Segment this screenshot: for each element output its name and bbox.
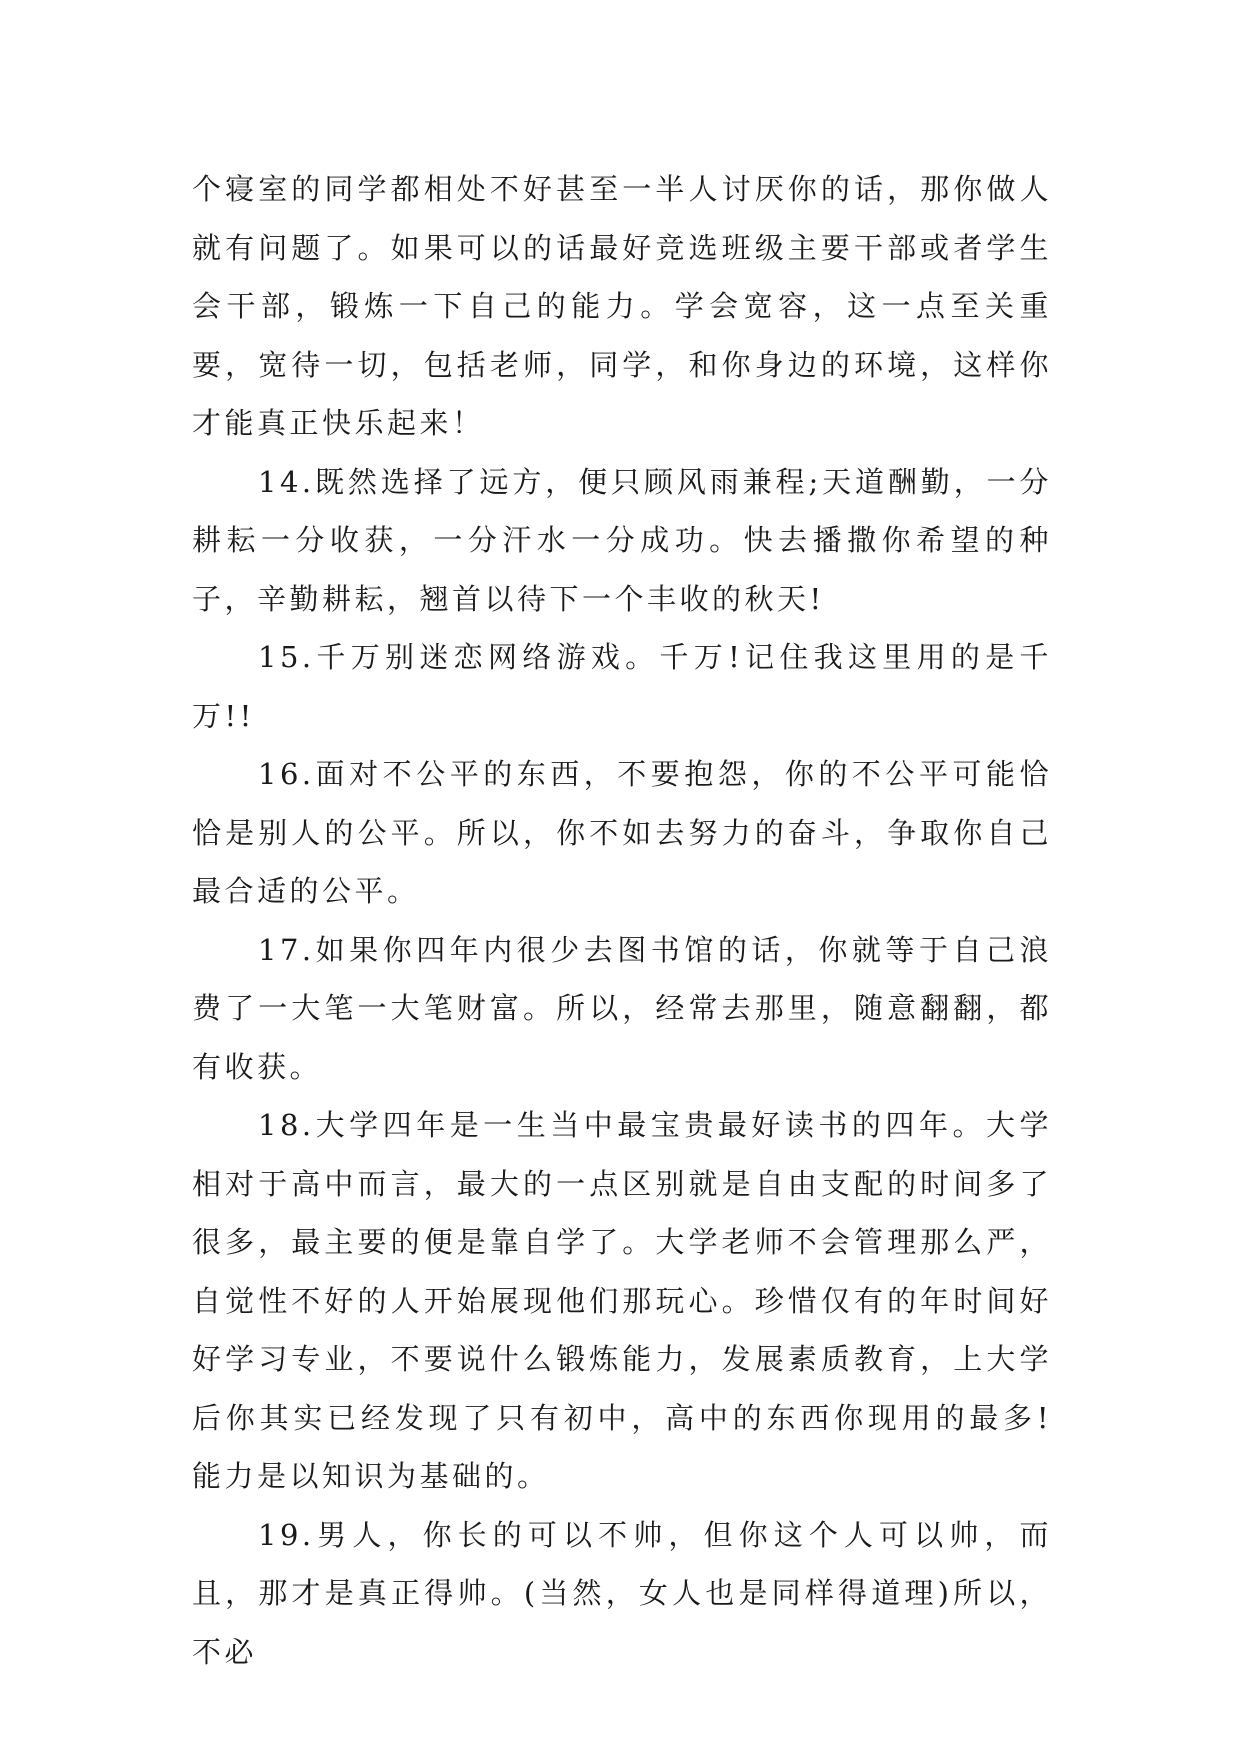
paragraph-16: 16.面对不公平的东西，不要抱怨，你的不公平可能恰恰是别人的公平。所以，你不如去努力的奋斗，争取你自己最合适的公平。 bbox=[192, 757, 1052, 908]
paragraph-15: 15.千万别迷恋网络游戏。千万!记住我这里用的是千万!! bbox=[192, 640, 1052, 733]
paragraph-14: 14.既然选择了远方，便只顾风雨兼程;天道酬勤，一分耕耘一分收获，一分汗水一分成功。快去播撒你希望的种子，辛勤耕耘，翘首以待下一个丰收的秋天! bbox=[192, 464, 1052, 616]
paragraph-19: 19.男人，你长的可以不帅，但你这个人可以帅，而且，那才是真正得帅。(当然，女人也是同样得道理)所以，不必 bbox=[192, 1517, 1052, 1669]
paragraph-18: 18.大学四年是一生当中最宝贵最好读书的四年。大学相对于高中而言，最大的一点区别就是自由支配的时间多了很多，最主要的便是靠自学了。大学老师不会管理那么严，自觉性不好的人开始展现他们那玩心。珍惜仅有的年时间好好学习专业，不要说什么锻炼能力，发展素质教育，上大学后你其实已经发现了只有初中，高中的东西你现用的最多!能力是以知识为基础的。 bbox=[192, 1108, 1052, 1493]
paragraph-17: 17.如果你四年内很少去图书馆的话，你就等于自己浪费了一大笔一大笔财富。所以，经常去那里，随意翻翻，都有收获。 bbox=[192, 932, 1052, 1084]
document-body bbox=[192, 160, 1052, 1681]
paragraph-13-continuation: 个寝室的同学都相处不好甚至一半人讨厌你的话，那你做人就有问题了。如果可以的话最好竞选班级主要干部或者学生会干部，锻炼一下自己的能力。学会宽容，这一点至关重要，宽待一切，包括老师，同学，和你身边的环境，这样你才能真正快乐起来！ bbox=[192, 172, 1052, 440]
